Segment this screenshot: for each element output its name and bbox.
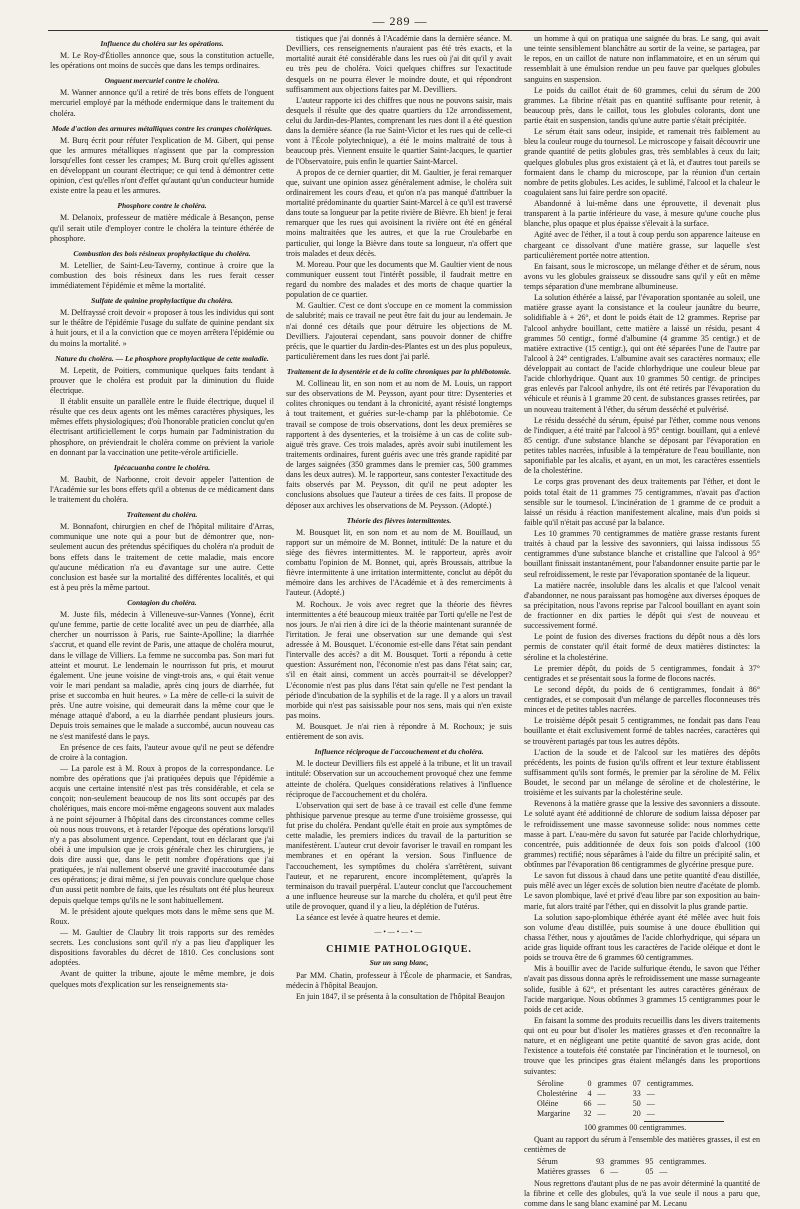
paragraph: L'auteur rapporte ici des chiffres que nous ne pouvons saisir, mais desquels il résulte que des quatre quartiers du 12e arrondissement, celui du Jardin-des-Plantes, comprenant les rues dont il a été question dans la dernière séance (la rue Saint-Victor et les rues qui de celle-ci vont à l'École polytechnique), a été le moins maltraité de tous à beaucoup près. Viennent ensuite le quartier Saint-Jacques, le quartier de l'Observatoire, puis enfin le quartier Saint-Marcel. — [286, 95, 512, 166]
grams-unit: grammes — [597, 1078, 627, 1088]
paragraph: Mis à bouillir avec de l'acide sulfurique étendu, le savon que l'éther n'avait pas dissous donna après le refroidissement une masse surnageante solide, fusible à 62°, et présentant les autres caractères généraux de l'acide margarique. Nous obtînmes 3 grammes 15 centigrammes pour le poids de cet acide. — [524, 964, 760, 1014]
centigrams-value: 33 — [632, 1088, 641, 1098]
grams-value: 4 — [587, 1088, 592, 1098]
page-number: — 289 — — [372, 14, 428, 28]
paragraph: A propos de ce dernier quartier, dit M. Gaultier, je ferai remarquer que, suivant une opinion assez généralement admise, le choléra suit ordinairement les cours d'eau, et qu'on n'a pas manqué d'attribuer la mortalité prédominante du quartier Saint-Marcel à ce qu'il est traversé dans toute sa longueur par la petite rivière de Bièvre. Eh bien! je ferai remarquer que les rues qui avoisinent la rivière ont été en général moins maltraitées que les autres, et que la rue Croulebarbe en particulier, qui longe la Bièvre dans toute sa longueur, n'a offert que trois malades et deux décès. — [286, 167, 512, 258]
centigrams-unit: — — [646, 1108, 655, 1118]
paragraph: M. le président ajoute quelques mots dans le même sens que M. Roux. — [50, 906, 274, 926]
section-heading: Influence du choléra sur les opérations. — [100, 39, 224, 48]
paragraph: Agité avec de l'éther, il a tout à coup perdu son apparence laiteuse en chargeant ce dissolvant d'une matière grasse, sur laquelle s'est particulièrement portée notre attention. — [524, 230, 760, 260]
grams-unit: — — [597, 1108, 606, 1118]
paragraph: M. Burq écrit pour réfuter l'explication de M. Gibert, qui pense que les armures métalliques n'agissent que par la compression lorsqu'elles font cesser les crampes; M. Burq croit qu'elles agissent en développant un courant électrique; ce qui tend à démontrer cette opinion, c'est qu'elles n'ont d'effet qu'autant qu'un conducteur humide existe entre la peau et les armures. — [50, 135, 274, 196]
paragraph: M. Wanner annonce qu'il a retiré de très bons effets de l'onguent mercuriel employé par la méthode endermique dans le traitement du choléra. — [50, 88, 274, 118]
table-row — [534, 1167, 709, 1177]
centigrams-value: 50 — [632, 1098, 641, 1108]
row-label: Séroline — [537, 1078, 564, 1088]
row-label: Oléine — [537, 1098, 559, 1108]
article-subtitle: Sur un sang blanc, — [369, 957, 429, 967]
centigrams-value: 20 — [632, 1108, 641, 1118]
grams-unit: — — [610, 1167, 619, 1176]
paragraph: Abandonné à lui-même dans une éprouvette, il devenait plus transparent à la partie inférieure du vase, à mesure qu'une couche plus blanche, plus opaque et plus épaisse s'élevait à la surface. — [524, 199, 760, 229]
section-heading: Traitement de la dysentérie et de la colite chroniques par la phlébotomie. — [286, 367, 512, 376]
paragraph: Le corps gras provenant des deux traitements par l'éther, et dont le poids total était de 11 grammes 75 centigrammes, n'avait pas d'action sensible sur le tournesol. L'incinération de 1 gramme de ce produit a laissé un résidu à réaction manifestement alcaline, mais d'un poids si faible qu'il n'était pas accusé par la balance. — [524, 477, 760, 527]
grams-value: 0 — [587, 1078, 592, 1088]
paragraph: Le résidu desséché du sérum, épuisé par l'éther, comme nous venons de l'indiquer, a été traité par l'alcool à 95° centigr. bouillant, qui a enlevé 85 centigr. d'une substance blanche se déposant par l'évaporation en petites tables nacrées, infusible à la température de l'eau bouillante, non saponifiable par les alcalis, et ayant, en un mot, les caractères essentiels de la cholestérine. — [524, 415, 760, 476]
paragraph: M. Lepetit, de Poitiers, communique quelques faits tendant à prouver que le choléra est produit par la diminution du fluide électrique. — [50, 365, 274, 395]
paragraph: Le troisième dépôt pesait 5 centigrammes, ne fondait pas dans l'eau bouillante et était exclusivement formé de tables nacrées, caractères qui se trouvèrent partagés par tous les autres dépôts. — [524, 716, 760, 746]
section-heading: Influence réciproque de l'accouchement et du choléra. — [314, 747, 484, 757]
centigrams-value: 05 — [645, 1167, 654, 1176]
paragraph: Revenons à la matière grasse que la lessive des savonniers a dissoute. Le soluté ayant été additionné de chlorure de sodium laissa déposer par le refroidissement une masse savonneuse solide: nous nommes cette masse à part. L'eau-mère du savon fut saturée par l'acide chlorhydrique, concentrée, puis additionnée de deux fois son poids d'alcool (100 grammes) rectifié; nous séparâmes à l'aide du filtre un précipité salin, et obtînmes par l'évaporation 86 centigrammes de glycérine presque pure. — [524, 799, 760, 869]
paragraph: M. Rochoux. Je vois avec regret que la théorie des fièvres intermittentes a été beaucoup mieux traitée par Torti qu'elle ne l'est de nos jours. Je n'ai rien à dire ici de la théorie maintenant surannée de l'irritation. Je ferai une observation sur une demande qui s'est adressée à M. Bousquet. L'économie est-elle dans l'état sain pendant l'intervalle des accès? a dit M. Bousquet. Torti a répondu à cette question: Assurément non, l'économie n'est pas dans l'état sain; car, s'il en était ainsi, comment un accès pourrait-il se développer? L'économie n'est pas plus dans l'état sain qu'elle ne l'est pendant la période d'incubation de la syphilis et de la rage. Il y a alors un travail morbide qui n'est pas saisissable pour nos sens, mais qui n'en existe pas moins. — [286, 599, 512, 720]
paragraph: Par MM. Chatin, professeur à l'École de pharmacie, et Sandras, médecin à l'hôpital Beaujon. — [286, 970, 512, 990]
section-heading: Phosphore contre le choléra. — [117, 201, 207, 211]
ornament-divider: —•—•—•— — [374, 928, 424, 937]
grams-value: 32 — [583, 1108, 592, 1118]
paragraph: M. Le Roy-d'Étiolles annonce que, sous la constitution actuelle, les opérations ont moins de succès que dans les temps ordinaires. — [50, 51, 274, 71]
column-middle — [286, 34, 512, 1149]
centigrams-unit: centigrammes. — [646, 1078, 694, 1088]
paragraph: Les 10 grammes 70 centigrammes de matière grasse restants furent traités à chaud par la lessive des savonniers, qui laissa indissous 55 centigrammes d'une substance blanche et cristalline que l'alcool à 95° bouillant finissait instantanément, pour l'abandonner ensuite partie par le seul refroidissement, le reste par l'évaporation spontanée de la liqueur. — [524, 529, 760, 579]
paragraph: M. Letellier, de Saint-Leu-Taverny, continue à croire que la combustion des bois résineux dans les rues ferait cesser immédiatement l'épidémie et même la mortalité. — [50, 260, 274, 290]
section-heading: Combustion des bois résineux prophylactique du choléra. — [73, 248, 251, 258]
ratio-table — [534, 1157, 709, 1177]
paragraph: Le point de fusion des diverses fractions du dépôt nous a dès lors permis de constater qu'il était formé de deux matières distinctes: la séroline et la cholestérine. — [524, 632, 760, 662]
paragraph: Nous regrettons d'autant plus de ne pas avoir déterminé la quantité de la fibrine et celle des globules, qu'à la vue seule il nous a paru que, comme dans le sang blanc examiné par M. Lecanu — [524, 1179, 760, 1209]
paragraph: un homme à qui on pratiqua une saignée du bras. Le sang, qui avait une teinte sensiblement blanchâtre au sortir de la veine, se partagea, par le repos, en un caillot de nature non inflammatoire, et en un sérum qui ressemblait à une émulsion rendue un peu fauve par quelques globules sanguins en suspension. — [524, 34, 760, 84]
table-row — [534, 1099, 697, 1109]
table-row — [534, 1157, 709, 1167]
paragraph: Le premier dépôt, du poids de 5 centigrammes, fondait à 37° centigrades et se présentait sous la forme de flocons nacrés. — [524, 663, 760, 683]
grams-value: 66 — [583, 1098, 592, 1108]
paragraph: En présence de ces faits, l'auteur avoue qu'il ne peut se défendre de croire à la contagion. — [50, 742, 274, 762]
paragraph: M. le docteur Devilliers fils est appelé à la tribune, et lit un travail intitulé: Observation sur un accouchement provoqué chez une femme atteinte de choléra. Quelques considérations relatives à l'influence réciproque de l'accouchement et du choléra. — [286, 759, 512, 799]
section-heading: Mode d'action des armures métalliques contre les crampes cholériques. — [51, 123, 273, 133]
centigrams-unit: — — [646, 1098, 655, 1108]
paragraph: La solution sapo-plombique éthérée ayant été mêlée avec huit fois son volume d'eau distillée, puis soumise à une douce ébullition qui chassa l'éther, nous y ajoutâmes de l'acide chlorhydrique, qui sépara un acide gras liquide offrant tous les caractères de l'acide oléique et dont le poids se trouva être de 6 grammes 60 centigrammes. — [524, 912, 760, 963]
paragraph: M. Bousquet lit, en son nom et au nom de M. Bouillaud, un rapport sur un mémoire de M. Bonnet, intitulé: De la nature et du siège des fièvres intermittentes. M. le rapporteur, après avoir combattu l'opinion de M. Bonnet, qui, après Broussais, attribue la fièvre intermittente à une irritation intermittente, conclut au dépôt du mémoire dans les archives de l'Académie et à des remerciments à l'auteur. (Adopté.) — [286, 527, 512, 598]
row-label: Cholestérine — [537, 1088, 578, 1098]
paragraph: M. Delfrayssé croit devoir « proposer à tous les individus qui sont sur le théâtre de l'épidémie l'usage du sulfate de quinine pendant six à huit jours, et il a la conviction que ce moyen arrêtera l'épidémie ou du moins la mortalité. » — [50, 308, 274, 348]
paragraph: Le sérum était sans odeur, insipide, et ramenait très faiblement au bleu la couleur rouge du tournesol. Le microscope y faisait découvrir une grande quantité de petits globules gras, très semblables à ceux du lait; quelques globules plus gros existaient çà et là, et d'autres tout pareils se formaient dans le champ du microscope, par la réunion d'un certain nombre de petits globules. Les acides, le sublimé, l'alcool et la chaleur le coagulaient sans lui faire perdre son opacité. — [524, 127, 760, 197]
grams-unit: — — [597, 1088, 606, 1098]
paragraph: La séance est levée à quatre heures et demie. — [296, 913, 441, 923]
composition-table — [534, 1079, 697, 1119]
table-row — [534, 1089, 697, 1099]
table-row — [534, 1079, 697, 1089]
centigrams-unit: — — [659, 1167, 668, 1176]
paragraph: M. Moreau. Pour que les documents que M. Gaultier vient de nous communiquer eussent tout l'intérêt possible, il faudrait mettre en regard du nombre des malades et des morts de chaque quartier la population de ce quartier. — [286, 259, 512, 300]
centigrams-unit: centigrammes. — [659, 1157, 707, 1166]
header-rule — [48, 30, 768, 31]
paragraph: M. Baubit, de Narbonne, croit devoir appeler l'attention de l'Académie sur les bons effets qu'il a obtenus de ce médicament dans le traitement du choléra. — [50, 474, 274, 504]
paragraph: M. Bousquet. Je n'ai rien à répondre à M. Rochoux; je suis entièrement de son avis. — [286, 722, 512, 742]
column-left — [50, 34, 274, 1149]
paragraph: M. Collineau lit, en son nom et au nom de M. Louis, un rapport sur des observations de M. Peysson, ayant pour titre: Dysenteries et colites chroniques ou tendant à la chronicité, ayant résisté longtemps à tout traitement, et guéries sur-le-champ par la phlébotomie. Ce travail se compose de trois observations, dont les deux premières se rapportent à des dysenteries, et la troisième à un cas de colite sub-aiguë très grave. Ces trois malades, après avoir subi inutilement les traitements ordinaires, furent guéris avec une très grande rapidité par de larges saignées (350 grammes dans le premier cas, 500 grammes dans les deux autres). M. le rapporteur, sans contester l'exactitude des faits observés par M. Peysson, dit qu'il ne peut adopter les conclusions absolues que l'auteur a tirées de ces faits. Il propose de déposer aux archives les observations de M. Peysson. (Adopté.) — [286, 379, 512, 510]
paragraph: Le second dépôt, du poids de 6 centigrammes, fondait à 86° centigrades, et se composait d'un mélange de parcelles floconneuses très minces et de petites tables nacrées. — [524, 684, 760, 715]
centigrams-value: 07 — [632, 1078, 641, 1088]
paragraph: Il établit ensuite un parallèle entre le fluide électrique, duquel il résulte que ces deux agents ont les mêmes caractères physiques, les mêmes effets physiologiques; d'où l'honorable praticien conclut qu'en électrisant artificiellement le corps humain par l'administration du phosphore, on préviendrait le choléra comme on prévient la variole en donnant par la vaccination une petite-vérole artificielle. — [50, 397, 274, 457]
paragraph: Le poids du caillot était de 60 grammes, celui du sérum de 200 grammes. La fibrine n'était pas en quantité suffisante pour retenir, à beaucoup près, dans le caillot, tous les globules colorants, dont une partie était en suspension, tandis qu'une autre partie s'était précipitée. — [524, 85, 760, 125]
total-rule — [644, 1121, 724, 1122]
section-heading: Ipécacuanha contre le choléra. — [113, 462, 211, 472]
paragraph: L'observation qui sert de base à ce travail est celle d'une femme phthisique parvenue presque au terme d'une troisième grossesse, qui fut prise du choléra. Pendant qu'elle était en proie aux symptômes de cette maladie, les premiers indices du travail de la parturition se manifestèrent. L'auteur crut devoir favoriser le travail en rompant les membranes et en opérant la version. Sous l'influence de l'accouchement, les symptômes du choléra s'arrêtèrent, suivant l'auteur, et ne reparurent, encore incomplètement, qu'après la terminaison du travail puerpéral. L'auteur conclut que l'accouchement a une influence heureuse sur la marche du choléra, et qu'il peut être utile de provoquer, quand il y a lieu, la déplétion de l'utérus. — [286, 800, 512, 911]
paragraph: Quant au rapport du sérum à l'ensemble des matières grasses, il est en centièmes de — [524, 1134, 760, 1154]
section-heading: Nature du choléra. — Le phosphore prophylactique de cette maladie. — [55, 353, 269, 363]
paragraph: M. Delanoix, professeur de matière médicale à Besançon, pense qu'il serait utile d'employer contre le choléra la teinture éthérée de phosphore. — [50, 213, 274, 243]
paragraph: Avant de quitter la tribune, ajoute le même membre, je dois quelques mots d'explication sur les renseignements sta- — [50, 969, 274, 989]
grams-value: 6 — [600, 1167, 605, 1176]
paragraph: — La parole est à M. Roux à propos de la correspondance. Le nombre des opérations que j'ai pratiquées depuis que l'épidémie a acquis une certaine intensité n'est pas très considérable, et cela se conçoit; non-seulement beaucoup de nos lits sont occupés par des cholériques, mais encore moi-même engageons souvent aux malades à ne point séjourner à l'hôpital dans des circonstances comme celles où nous nous trouvons, et à retarder l'époque des opérations lorsqu'il n'y a pas absolument urgence. Cependant, tout en déclarant que j'ai obéi à une impulsion que je crois générale chez les chirurgiens, je dois dire aussi que, dans le petit nombre d'opérations que j'ai pratiquées, je n'ai nullement observé une gravité inaccoutumée dans ces opérations; je dirai même, si j'en pouvais conclure quelque chose d'un aussi petit nombre de faits, que les résultats ont été plus heureux depuis quelque temps qu'ils ne le sont habituellement. — [50, 763, 274, 905]
section-heading: Traitement du choléra. — [126, 510, 198, 520]
section-heading: Sulfate de quinine prophylactique du choléra. — [91, 296, 233, 306]
paragraph: M. Juste fils, médecin à Villeneuve-sur-Vannes (Yonne), écrit qu'une femme, partie de cette localité avec un peu de diarrhée, alla chercher un nourrisson à Paris, rue Sainte-Apolline; la diarrhée s'accrut, et quand elle revint de Paris, une attaque de choléra mourut, dans le village de Villiers. La femme ne succomba pas. Son mari fut atteint et mourut. Le lendemain le nourrisson fut pris, et mourut également. Une jeune voisine de vingt-trois ans, « qui était venue voir le mari pendant sa maladie, après cinq jours de diarrhée, fut prise et succomba en huit heures. » La mère de celle-ci la suivit de près. Une autre voisine, qui demeurait dans la même cour que le ménage attaqué d'abord, a eu la diarrhée pendant plusieurs jours. Depuis trois semaines que le malade a succombé, aucun nouveau cas ne s'est manifesté dans le pays. — [50, 610, 274, 741]
centigrams-value: 95 — [645, 1157, 654, 1166]
paragraph: La solution éthérée a laissé, par l'évaporation spontanée au soleil, une matière grasse ayant la consistance et la couleur jaunâtre du beurre, solidifiable à + 26°, et dont le poids était de 12 grammes. Reprise par l'alcool anhydre bouillant, cette matière a laissé un résidu, pesant 4 grammes 50 centigr., formé d'albumine (4 gramme 35 centigr.) et de matière extractive (15 centigr.), qui ont été séparées l'une de l'autre par l'alcool à 24° centigrades. L'albumine avait ses caractères normaux; elle développait au contact de l'acide chlorhydrique une couleur bleue par l'acide chlorhydrique. Quant aux 10 grammes 50 centigr. de principes gras enlevés par l'alcool anhydre, ils ont été retirés par l'évaporation du véhicule et réunis à 1 gramme 20 cent. de substances grasses retirées, par un nouveau traitement à l'éther, du sérum desséché et pulvérisé. — [524, 293, 760, 414]
section-heading: Contagion du choléra. — [127, 598, 197, 607]
paragraph: La matière nacrée, insoluble dans les alcalis et que l'alcool venait d'abandonner, ne nous paraissant pas homogène aux diverses époques de sa précipitation, nous l'avons reprise par l'alcool bouillant en ayant soin de fractionner en dix parties le dépôt qui s'est de nouveau et successivement formé. — [524, 580, 760, 631]
row-label: Margarine — [537, 1108, 571, 1118]
section-title: CHIMIE PATHOLOGIQUE. — [326, 944, 472, 956]
section-heading: Théorie des fièvres intermittentes. — [346, 515, 452, 525]
row-label: Matières grasses — [537, 1167, 591, 1176]
row-label: Sérum — [537, 1157, 558, 1166]
section-heading: Onguent mercuriel contre le choléra. — [104, 76, 220, 86]
paragraph: — M. Gaultier de Claubry lit trois rapports sur des remèdes secrets. Les conclusions sont qu'il n'y a pas lieu d'appliquer les dispositions favorables du décret de 1810. Ces conclusions sont adoptées. — [50, 927, 274, 968]
paragraph: L'action de la soude et de l'alcool sur les matières des dépôts précédents, les points de fusion qu'ils offrent et leur texture établissent suffisamment qu'ils sont formés, le premier par la séroline de M. Félix Boudet, le second par un mélange de séroline et de cholestérine, le troisième et les suivants par la cholestérine seule. — [524, 747, 760, 798]
paragraph: M. Gaultier. C'est ce dont s'occupe en ce moment la commission de salubrité; mais ce travail ne peut être fait du jour au lendemain. Je n'ai donné ces détails que pour détruire les objections de M. Devilliers. J'ajouterai cependant, sans pouvoir donner de chiffre précis, que le quartier du Jardin-des-Plantes est un des plus populeux, particulièrement dans les rues dont j'ai parlé. — [286, 301, 512, 361]
column-right — [524, 34, 760, 1209]
paragraph: En faisant la somme des produits recueillis dans les divers traitements qui ont eu pour but d'isoler les matières grasses et d'en reconnaître la nature, et en négligeant une petite quantité de savon gras acide, dont l'existence a toutefois été constatée par l'incinération et le tournesol, on trouve que les principes gras étaient mélangés dans les proportions suivantes: — [524, 1015, 760, 1076]
paragraph: En juin 1847, il se présenta à la consultation de l'hôpital Beaujon — [296, 991, 505, 1001]
grams-unit: — — [597, 1098, 606, 1108]
paragraph: En faisant, sous le microscope, un mélange d'éther et de sérum, nous avons vu les globules graisseux se dissoudre sans qu'il y eût en même temps séparation d'une membrane albumineuse. — [524, 261, 760, 291]
centigrams-unit: — — [646, 1088, 655, 1098]
paragraph: Le savon fut dissous à chaud dans une petite quantité d'eau distillée, puis mêlé avec un léger excès de solution bien neutre d'acétate de plomb. Le savon plombique, lavé et privé d'eau libre par son exposition au bain-marie, fut alors traité par l'éther, qui en dissolvit la plus grande partie. — [524, 871, 760, 911]
table-row — [534, 1109, 697, 1119]
composition-total: 100 grammes 00 centigrammes. — [584, 1122, 687, 1132]
paragraph: tistiques que j'ai donnés à l'Académie dans la dernière séance. M. Devilliers, ces renseignements n'auraient pas été très exacts, et la mortalité aurait été considérable dans les rues où j'ai dit qu'il y avait eu très peu de choléra. Voici quelques chiffres sur l'exactitude desquels on ne pourra élever le moindre doute, et qui répondront suffisamment aux objections faites par M. Devilliers. — [286, 34, 512, 94]
grams-unit: grammes — [610, 1157, 640, 1166]
paragraph: M. Bonnafont, chirurgien en chef de l'hôpital militaire d'Arras, communique une note qui a pour but de démontrer que, non-seulement aucun des prétendus spécifiques du choléra n'a produit de bons effets dans le traitement de cette maladie, mais encore qu'aucune médication n'a eu d'avantage sur une autre. Cette conclusion est basée sur la mortalité des différentes localités, et qui est à peu près la même partout. — [50, 522, 274, 592]
grams-value: 93 — [596, 1157, 605, 1166]
